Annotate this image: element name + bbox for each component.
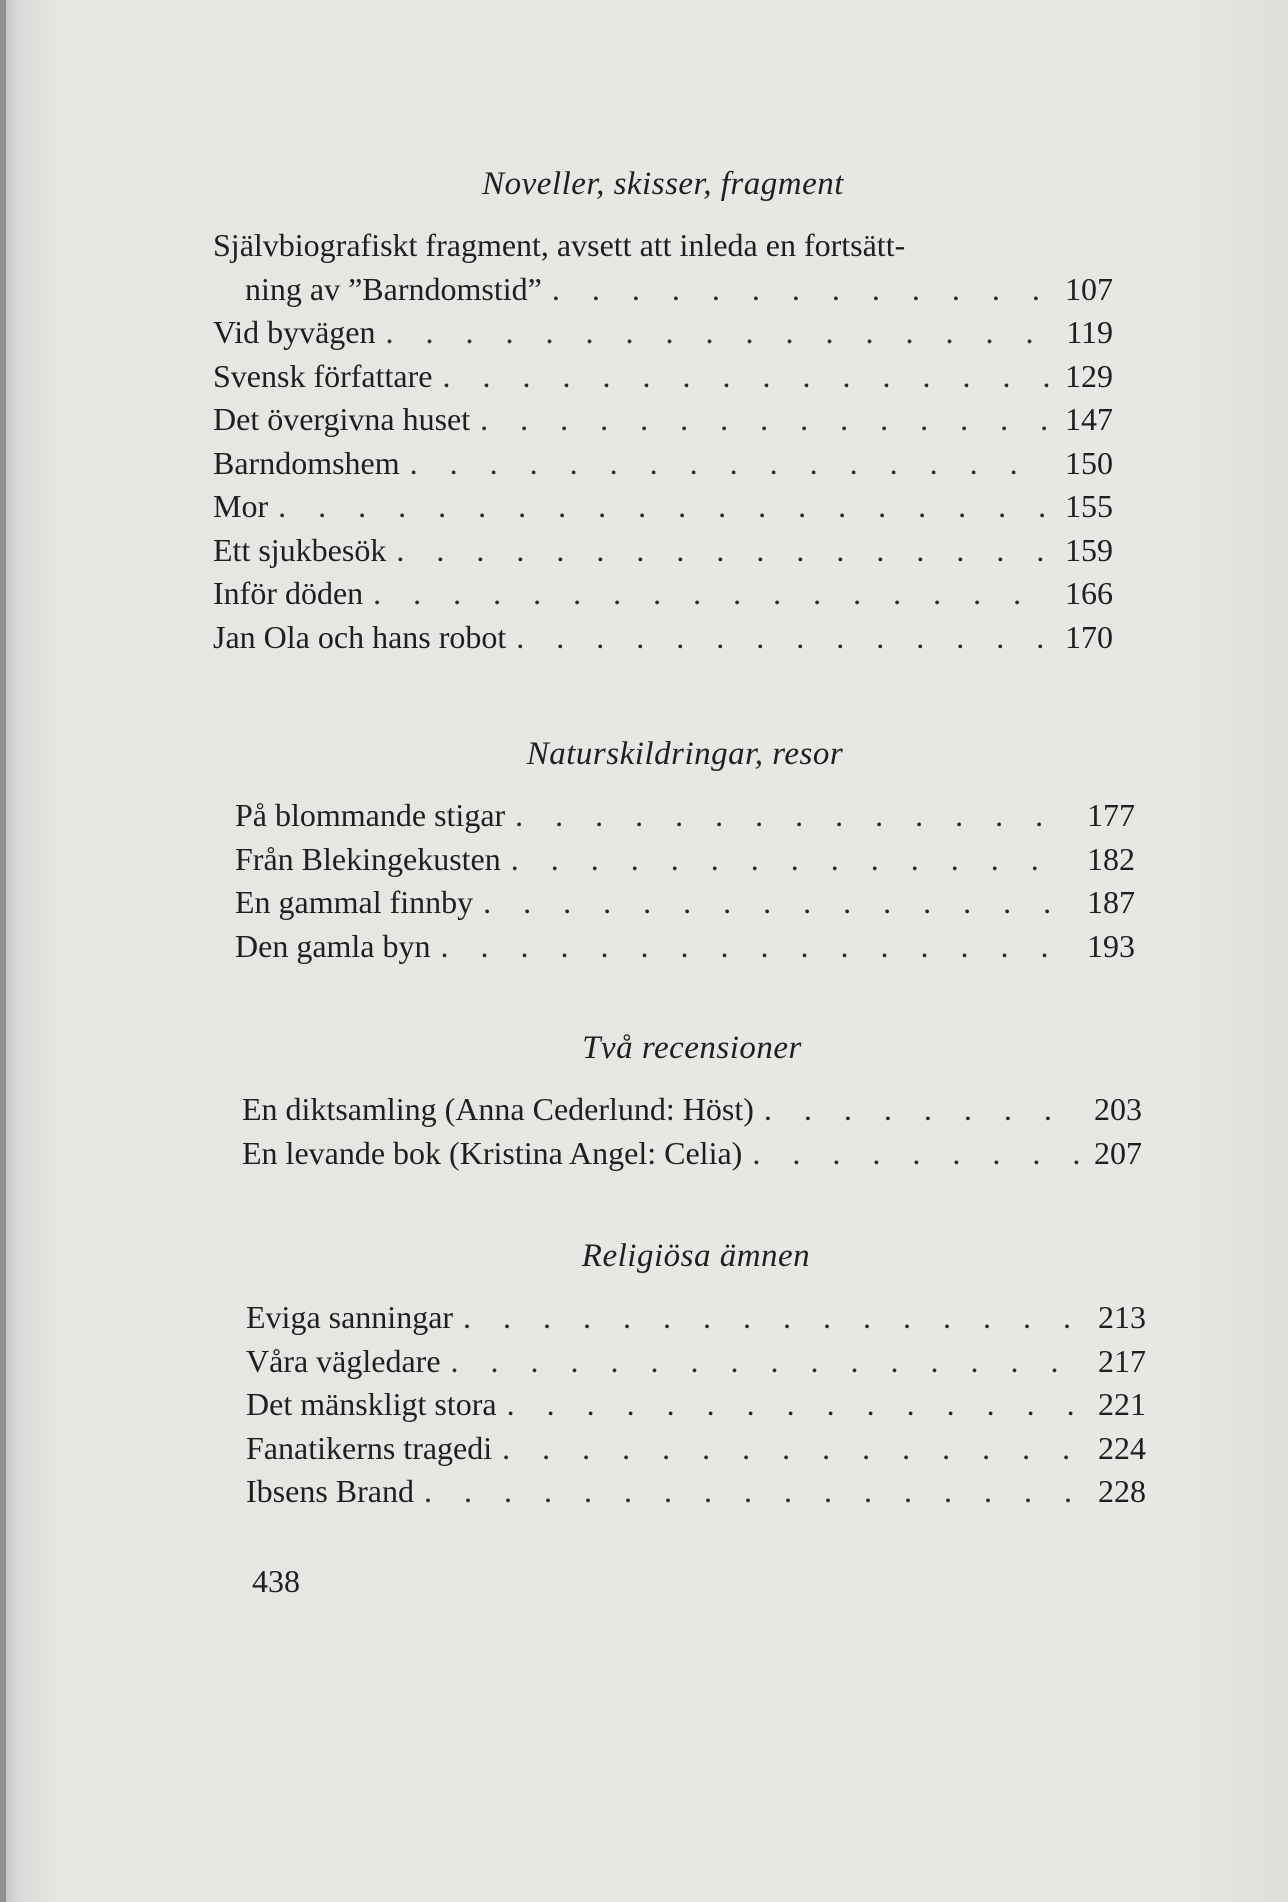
page-number-folio: 438: [252, 1563, 300, 1599]
entry-page-number: 224: [1098, 1429, 1146, 1466]
toc-entry-line: Självbiografiskt fragment, avsett att inleda en fortsätt-: [213, 227, 906, 263]
entry-page-number: 155: [1065, 488, 1113, 524]
entry-title: En gammal finnby: [235, 884, 474, 920]
toc-entry: [246, 1427, 1146, 1471]
entry-title: Det övergivna huset: [213, 401, 471, 437]
dot-leader: [752, 1132, 1080, 1176]
entry-title: Jan Ola och hans robot: [213, 618, 507, 655]
entry-page-number: 107: [1065, 270, 1113, 307]
entry-page-number: 193: [1087, 927, 1135, 964]
entry-page-number: 187: [1087, 884, 1135, 920]
entry-page-number: 182: [1087, 840, 1135, 877]
dot-leader: [507, 1383, 1084, 1427]
entry-page-number: 147: [1065, 401, 1113, 437]
entry-title: Eviga sanningar: [246, 1299, 454, 1335]
toc-entry: [235, 838, 1135, 882]
entry-page-number: 203: [1094, 1091, 1142, 1127]
dot-leader: [552, 268, 1051, 312]
toc-entry: [213, 268, 1113, 312]
entry-title: En levande bok (Kristina Angel: Celia): [242, 1134, 743, 1171]
entry-page-number: 119: [1066, 314, 1113, 350]
entry-page-number: 159: [1065, 531, 1113, 568]
entry-page-number: 213: [1098, 1299, 1146, 1335]
dot-leader: [511, 838, 1073, 882]
entry-page-number: 177: [1087, 797, 1135, 833]
book-spine-shadow: [0, 0, 6, 1902]
entry-page-number: 170: [1065, 618, 1113, 655]
toc-entry: [246, 1470, 1146, 1514]
toc-section-recensioner: [242, 1026, 1142, 1175]
dot-leader: [516, 616, 1051, 660]
dot-leader: [515, 794, 1073, 838]
toc-entry: [235, 794, 1135, 838]
entry-title: Ibsens Brand: [246, 1473, 414, 1509]
toc-entry: [213, 355, 1113, 399]
toc-entry: [235, 925, 1135, 969]
dot-leader: [410, 442, 1051, 486]
dot-leader: [424, 1470, 1084, 1514]
entry-title: Barndomshem: [213, 444, 400, 481]
dot-leader: [764, 1088, 1080, 1132]
toc-entry: [213, 572, 1113, 616]
toc-entry: [246, 1340, 1146, 1384]
entry-title: Fanatikerns tragedi: [246, 1429, 493, 1466]
entry-title: Svensk författare: [213, 357, 433, 394]
entry-title: Den gamla byn: [235, 927, 431, 964]
dot-leader: [451, 1340, 1084, 1384]
toc-entry: [213, 529, 1113, 573]
dot-leader: [396, 529, 1051, 573]
dot-leader: [502, 1427, 1084, 1471]
entry-title: Ett sjukbesök: [213, 531, 387, 568]
entry-page-number: 207: [1094, 1134, 1142, 1171]
entry-title: Våra vägledare: [246, 1342, 441, 1379]
entry-page-number: 166: [1065, 575, 1113, 611]
toc-entry: [213, 616, 1113, 660]
toc-entry: [246, 1296, 1146, 1340]
dot-leader: [442, 355, 1051, 399]
entry-page-number: 129: [1065, 357, 1113, 394]
section-heading: Naturskildringar, resor: [526, 736, 844, 772]
toc-entry: [213, 311, 1113, 355]
entry-title: En diktsamling (Anna Cederlund: Höst): [242, 1091, 754, 1127]
entry-page-number: 221: [1098, 1386, 1146, 1422]
section-heading: Religiösa ämnen: [581, 1238, 811, 1274]
toc-entry: [242, 1088, 1142, 1132]
entry-title: På blommande stigar: [235, 797, 506, 833]
entry-page-number: 228: [1098, 1473, 1146, 1509]
entry-title: ning av ”Barndomstid”: [245, 270, 542, 307]
entry-page-number: 217: [1098, 1342, 1146, 1379]
entry-title: Vid byvägen: [213, 314, 376, 350]
toc-section-noveller: [213, 162, 1113, 659]
dot-leader: [278, 485, 1051, 529]
dot-leader: [463, 1296, 1084, 1340]
toc-entry: [235, 881, 1135, 925]
section-heading: Två recensioner: [582, 1030, 802, 1066]
toc-entry: [213, 398, 1113, 442]
section-heading: Noveller, skisser, fragment: [482, 166, 844, 202]
dot-leader: [483, 881, 1073, 925]
toc-entry: [213, 485, 1113, 529]
entry-title: Inför döden: [213, 575, 364, 611]
dot-leader: [480, 398, 1051, 442]
toc-section-naturskildringar: [235, 732, 1135, 968]
dot-leader: [373, 572, 1051, 616]
toc-entry: [246, 1383, 1146, 1427]
toc-section-religiosa: [246, 1234, 1146, 1514]
dot-leader: [441, 925, 1074, 969]
entry-title: Mor: [213, 488, 269, 524]
dot-leader: [385, 311, 1051, 355]
entry-title: Från Blekingekusten: [235, 840, 501, 877]
entry-page-number: 150: [1065, 444, 1113, 481]
toc-entry: [242, 1132, 1142, 1176]
toc-entry: [213, 442, 1113, 486]
entry-title: Det mänskligt stora: [246, 1386, 497, 1422]
